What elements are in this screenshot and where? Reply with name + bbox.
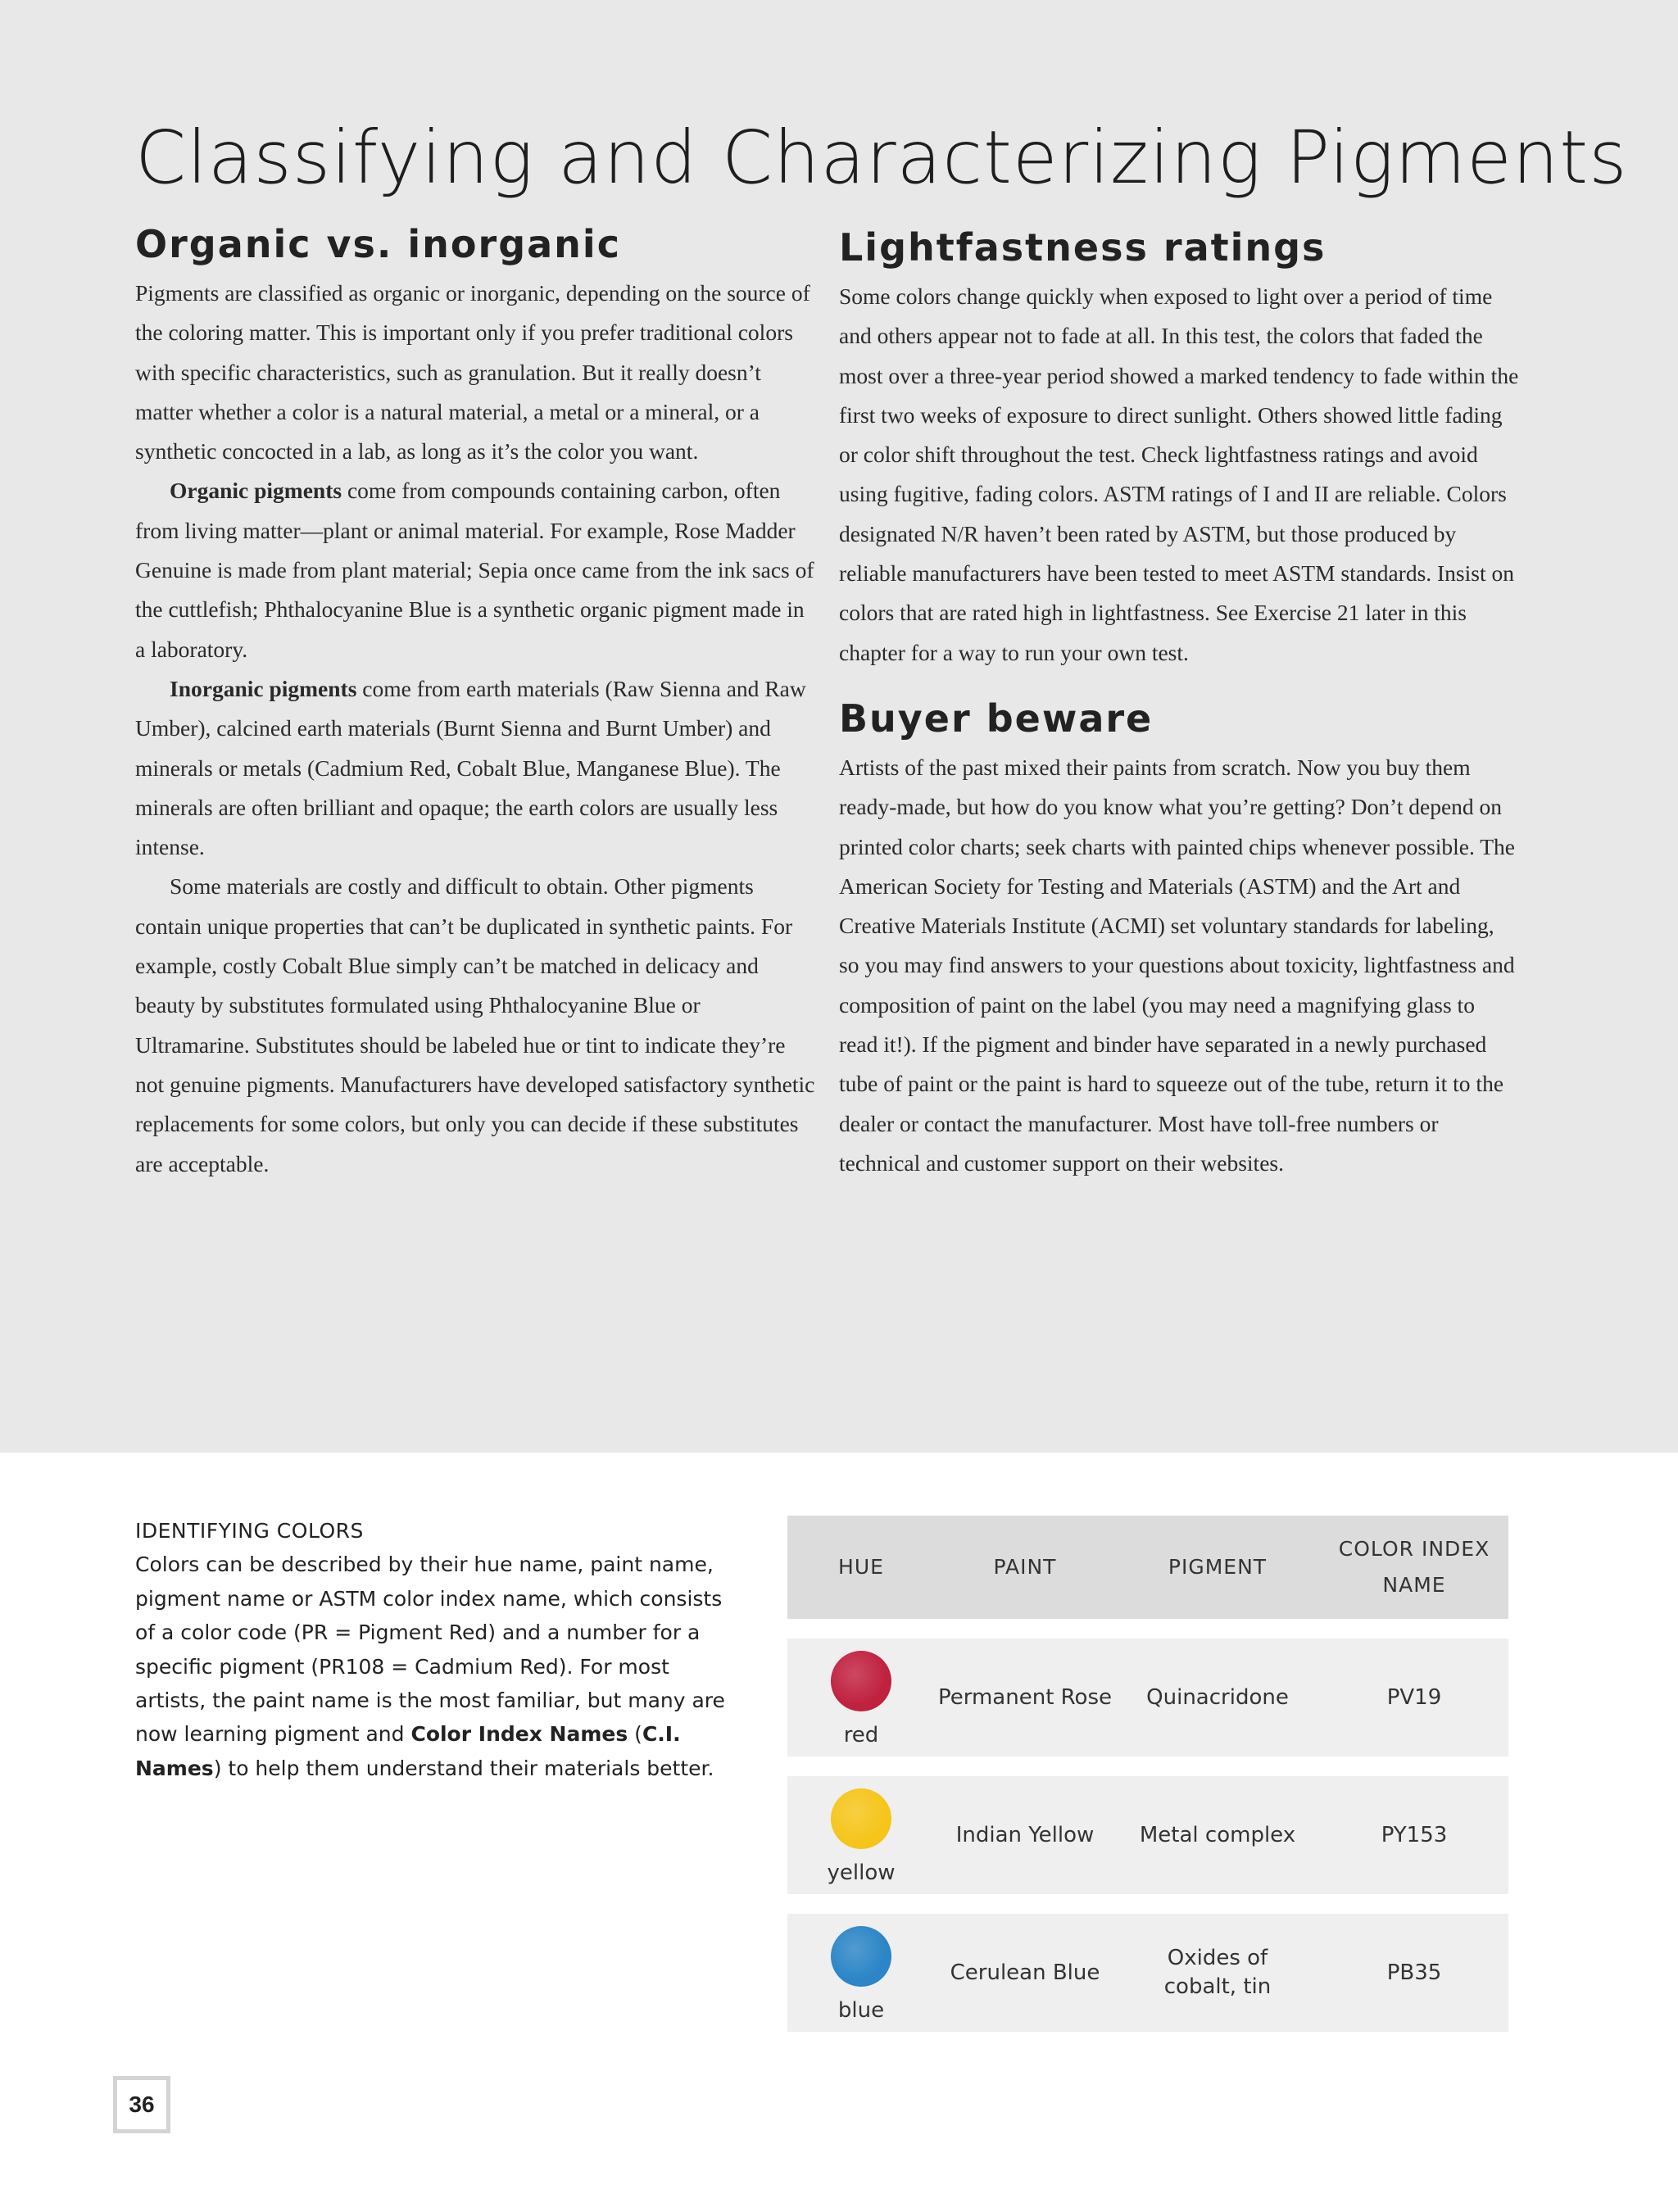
header-color-index-name [1320,1531,1508,1603]
table-header-row [787,1516,1508,1619]
table-row [787,1914,1508,2032]
table-row [787,1639,1508,1756]
hue-cell [787,1921,935,2025]
buyer-body [839,748,1519,1183]
page-title: Classifying and Characterizing Pigments [135,115,1628,200]
header-pigment: PIGMENT [1168,1555,1268,1579]
header-hue: HUE [838,1555,884,1579]
table-row [787,1776,1508,1894]
blue-swatch [831,1926,891,1987]
color-index-table [787,1516,1508,2032]
sidebar-text-before: Colors can be described by their hue name, paint name, pigment name or ASTM color index name, which consists of a color code (PR = Pigment Red) and a number for a specific pigment (PR108 = Cadmium Red). For most artists, the paint name is the most familiar, but many are now learning pigment and [135,1552,725,1747]
sidebar-paragraph [135,1548,725,1785]
hue-cell [787,1784,935,1888]
term-ci-names: C.I. Names [135,1722,681,1780]
term-color-index-names: Color Index Names [410,1722,628,1747]
sidebar-text-after: ) to help them understand their materials better. [213,1756,714,1780]
term-inorganic-pigments: Inorganic pigments [170,675,357,701]
red-swatch [831,1651,891,1711]
hue-label: red [843,1722,879,1747]
pigment-cell [1115,1944,1320,2001]
yellow-swatch [831,1788,891,1849]
pigment-cell: Metal complex [1139,1822,1296,1847]
hue-label: blue [837,1997,885,2023]
hue-cell [787,1646,935,1750]
header-ci-line1: COLOR INDEX [1338,1537,1490,1561]
right-column [839,223,1519,1183]
paint-cell: Indian Yellow [955,1822,1095,1847]
ci-name-cell: PV19 [1386,1684,1442,1710]
paragraph-classification: Pigments are classified as organic or inorganic, depending on the source of the coloring matter. This is important only if you prefer traditional colors with specific characteristics, such as granulation. But it really doesn’t matter whether a color is a natural material, a metal or a mineral, or a synthetic concocted in a lab, as long as it’s the color you want. [135,280,810,465]
header-paint: PAINT [993,1555,1057,1579]
ci-name-cell: PY153 [1381,1822,1448,1847]
pigment-cell: Quinacridone [1146,1684,1289,1710]
section-heading-buyer-beware: Buyer beware [839,696,1154,741]
header-ci-line2: NAME [1382,1573,1446,1597]
paragraph-buyer-beware: Artists of the past mixed their paints from scratch. Now you buy them ready-made, but how do you know what you’re getting? Don’t depend on printed color charts; seek charts with painted chips whenever possible. The American Society for Testing and Materials (ASTM) and the Art and Creative Materials Institute (ACMI) set voluntary standards for labeling, so you may find answers to your questions about toxicity, lightfastness and composition of paint on the label (you may need a magnifying glass to read it!). If the pigment and binder have separated in a newly purchased tube of paint or the paint is hard to squeeze out of the tube, return it to the dealer or contact the manufacturer. Most have toll-free numbers or technical and customer support on their websites. [839,754,1516,1176]
paragraph-organic [135,471,815,669]
paragraph-organic-text: come from compounds containing carbon, often from living matter—plant or animal material. For example, Rose Madder Genuine is made from plant material; Sepia once came from the ink sacs of the cuttlefish; Phthalocyanine Blue is a synthetic organic pigment made in a laboratory. [135,478,814,662]
paragraph-inorganic-text: come from earth materials (Raw Sienna and Raw Umber), calcined earth materials (Burnt Sienna and Burnt Umber) and minerals or metals (Cadmium Red, Cobalt Blue, Manganese Blue). The minerals are often brilliant and opaque; the earth colors are usually less intense. [135,675,806,860]
pigment-line1: Oxides of [1167,1946,1268,1970]
section-heading-organic: Organic vs. inorganic [135,222,621,266]
sidebar-heading: IDENTIFYING COLORS [135,1519,364,1543]
paragraph-inorganic [135,669,815,867]
page-number: 36 [113,2076,170,2133]
paragraph-costly-materials: Some materials are costly and difficult to obtain. Other pigments contain unique properties that can’t be duplicated in synthetic paints. For example, costly Cobalt Blue simply can’t be matched in delicacy and beauty by substitutes formulated using Phthalocyanine Blue or Ultramarine. Substitutes should be labeled hue or tint to indicate they’re not genuine pigments. Manufacturers have developed satisfactory synthetic replacements for some colors, but only you can decide if these substitutes are acceptable. [135,873,815,1176]
paint-cell: Cerulean Blue [950,1960,1100,1985]
term-organic-pigments: Organic pigments [170,478,342,504]
ci-name-cell: PB35 [1386,1960,1442,1985]
identifying-colors-sidebar [135,1514,725,1785]
section-heading-lightfastness: Lightfastness ratings [839,225,1327,270]
paint-cell: Permanent Rose [938,1684,1112,1710]
lightfastness-body [839,277,1519,673]
paragraph-lightfastness: Some colors change quickly when exposed to light over a period of time and others appear not to fade at all. In this test, the colors that faded the most over a three-year period showed a marked tendency to fade within the first two weeks of exposure to direct sunlight. Others showed little fading or color shift throughout the test. Check lightfastness ratings and avoid using fugitive, fading colors. ASTM ratings of I and II are reliable. Colors designated N/R haven’t been rated by ASTM, but those produced by reliable manufacturers have been tested to meet ASTM standards. Insist on colors that are rated high in lightfastness. See Exercise 21 later in this chapter for a way to run your own test. [839,283,1519,665]
sidebar-text-paren: ( [628,1722,642,1747]
pigment-line2: cobalt, tin [1163,1974,1272,1999]
hue-label: yellow [827,1860,896,1885]
left-column [135,220,815,1184]
left-body [135,274,815,1184]
